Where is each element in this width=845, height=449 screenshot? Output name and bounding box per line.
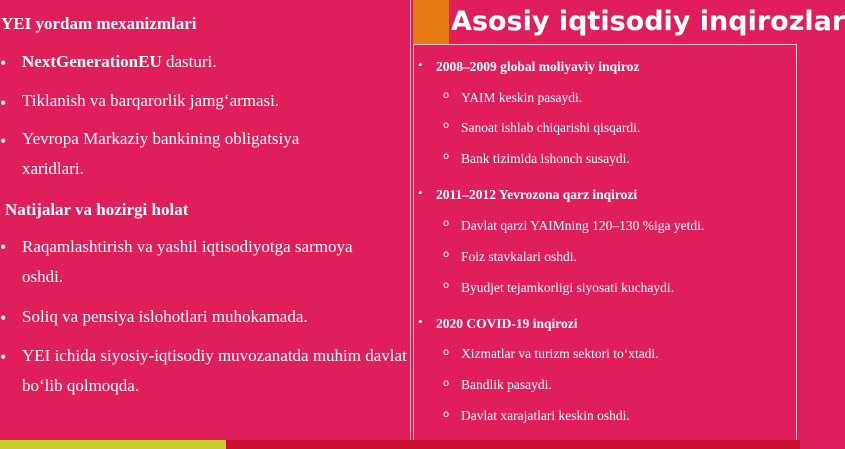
bullet-icon: •	[0, 347, 7, 367]
bullet-icon: •	[418, 314, 423, 329]
hollow-bullet-icon: o	[443, 347, 450, 358]
result-item: Soliq va pensiya islohotlari muhokamada.	[22, 307, 308, 326]
crisis-point: YAIM keskin pasaydi.	[461, 90, 583, 105]
crisis-title: 2011–2012 Yevrozona qarz inqirozi	[436, 187, 638, 202]
mechanism-item: Yevropa Markaziy bankining obligatsiya xaridlari.	[22, 129, 300, 178]
hollow-bullet-icon: o	[443, 120, 450, 131]
hollow-bullet-icon: o	[443, 409, 450, 420]
hollow-bullet-icon: o	[443, 378, 450, 389]
hollow-bullet-icon: o	[443, 151, 450, 162]
mechanism-item: Tiklanish va barqarorlik jamg‘armasi.	[22, 91, 280, 110]
bullet-icon: •	[0, 237, 7, 257]
slide-title: Asosiy iqtisodiy inqirozlar	[451, 6, 845, 37]
mechanism-item-bold: NextGenerationEU	[22, 52, 162, 71]
bullet-icon: •	[0, 308, 7, 328]
mechanisms-heading: YEI yordam mexanizmlari	[1, 14, 197, 33]
crisis-point: Davlat qarzi YAIMning 120–130 %iga yetdi.	[461, 218, 705, 233]
crisis-title: 2020 COVID-19 inqirozi	[436, 316, 578, 331]
crisis-point: Foiz stavkalari oshdi.	[461, 249, 577, 264]
mechanism-item	[22, 47, 410, 77]
bottom-strip-red	[226, 440, 800, 449]
bullet-icon: •	[418, 185, 423, 200]
result-item: YEI ichida siyosiy-iqtisodiy muvozanatda muhim davlat bo‘lib qolmoqda.	[22, 346, 407, 395]
hollow-bullet-icon: o	[443, 218, 450, 229]
crisis-point: Byudjet tejamkorligi siyosati kuchaydi.	[461, 280, 674, 295]
bullet-icon: •	[0, 53, 7, 73]
hollow-bullet-icon: o	[443, 280, 450, 291]
result-item: Raqamlashtirish va yashil iqtisodiyotga sarmoya oshdi.	[22, 237, 353, 286]
bullet-icon: •	[0, 131, 7, 151]
bottom-strip-yellow	[0, 440, 226, 449]
crisis-title: 2008–2009 global moliyaviy inqiroz	[436, 59, 640, 74]
crisis-point: Bandlik pasaydi.	[461, 377, 552, 392]
crisis-point: Xizmatlar va turizm sektori to‘xtadi.	[461, 346, 659, 361]
crisis-point: Sanoat ishlab chiqarishi qisqardi.	[461, 120, 641, 135]
bullet-icon: •	[0, 93, 7, 113]
bullet-icon: •	[418, 57, 423, 72]
crisis-point: Bank tizimida ishonch susaydi.	[461, 151, 630, 166]
crisis-point: Davlat xarajatlari keskin oshdi.	[461, 408, 630, 423]
orange-accent-tab	[413, 0, 449, 44]
hollow-bullet-icon: o	[443, 90, 450, 101]
hollow-bullet-icon: o	[443, 249, 450, 260]
mechanism-item-text: dasturi.	[161, 52, 217, 71]
results-heading: Natijalar va hozirgi holat	[5, 200, 189, 219]
